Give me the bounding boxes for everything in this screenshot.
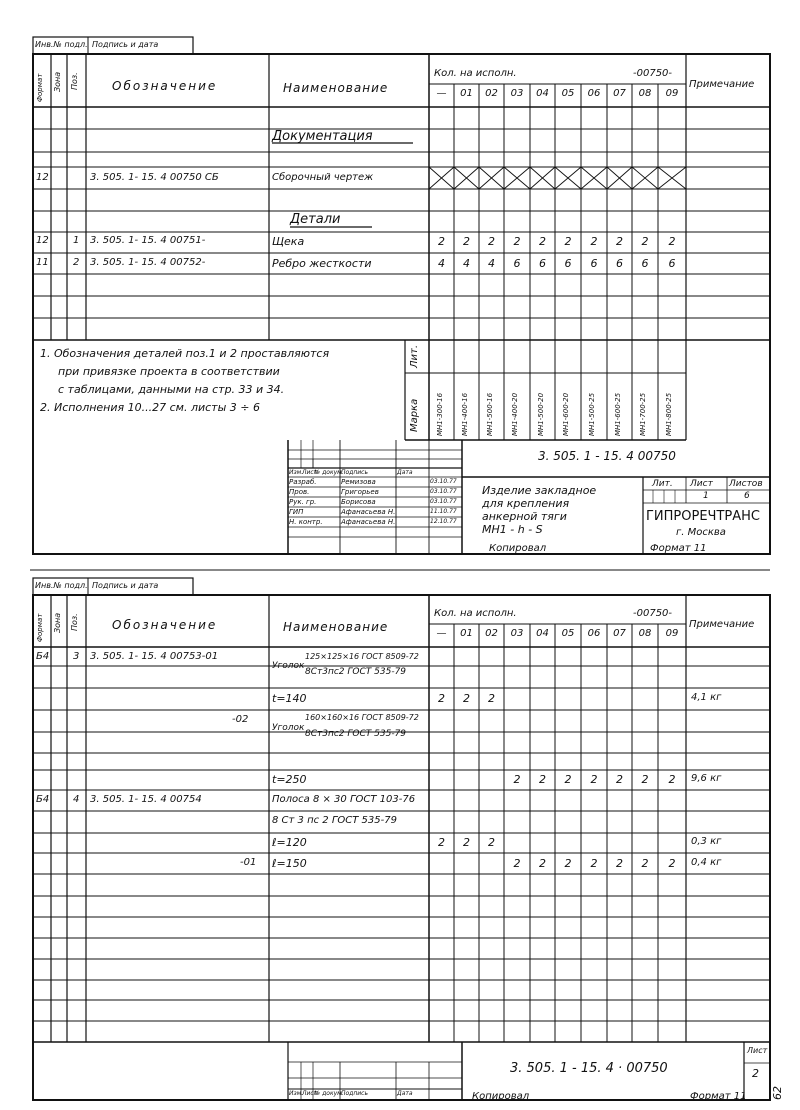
r1-pos: 3 xyxy=(73,651,80,662)
lit-label: Лит. xyxy=(409,344,420,368)
hdr-name-2: Наименование xyxy=(283,620,389,634)
part2-qty-3: 6 xyxy=(513,257,521,270)
r8-qty-9: 2 xyxy=(668,857,676,870)
r4-qty-8: 2 xyxy=(641,773,649,786)
title-code-1: 3. 505. 1 - 15. 4 00750 xyxy=(538,449,676,463)
r2-note: 4,1 кг xyxy=(691,692,722,703)
r8-qty-3: 2 xyxy=(513,857,521,870)
r2-qty-2: 2 xyxy=(488,692,495,705)
r3-designation: -02 xyxy=(232,714,249,725)
r4-qty-5: 2 xyxy=(564,773,572,786)
hdr-note: Примечание xyxy=(689,79,755,90)
mark-7: МН1-600-25 xyxy=(614,392,622,436)
exec-col-1: 01 xyxy=(460,628,473,639)
exec-col-2: 02 xyxy=(485,88,498,99)
note-line-3: с таблицами, данными на стр. 33 и 34. xyxy=(58,383,285,396)
hdr-note-2: Примечание xyxy=(689,619,755,630)
list-val: 1 xyxy=(703,491,709,501)
product-name-4: МН1 - h - S xyxy=(482,523,543,536)
lit-hdr: Лит. xyxy=(652,479,673,489)
mark-8: МН1-700-25 xyxy=(639,392,647,436)
hdr-pos: Поз. xyxy=(70,72,79,90)
part1-fmt: 12 xyxy=(36,235,49,246)
part1-name: Щека xyxy=(272,235,305,248)
mark-1: МН1-400-16 xyxy=(461,392,469,436)
mark-5: МН1-600-20 xyxy=(562,392,570,436)
exec-col-5: 05 xyxy=(561,88,575,99)
mark-4: МН1-500-20 xyxy=(537,392,545,436)
hdr-qty-2: Кол. на исполн. xyxy=(434,608,517,619)
r6-name: 8 Ст 3 пс 2 ГОСТ 535-79 xyxy=(272,815,397,826)
hdr-zone: Зона xyxy=(53,71,62,92)
r8-qty-4: 2 xyxy=(539,857,546,870)
lists-val: 6 xyxy=(744,491,750,501)
lists-hdr: Листов xyxy=(729,479,763,489)
mark-9: МН1-800-25 xyxy=(665,392,673,436)
sign-hdr-4: Дата xyxy=(397,469,413,476)
sign-date-1: 03.10.77 xyxy=(430,488,457,495)
sign-hdr-2: № докум. xyxy=(314,469,344,476)
exec-col-0: — xyxy=(436,88,447,99)
part2-name: Ребро жесткости xyxy=(272,257,372,270)
part1-qty-2: 2 xyxy=(488,235,495,248)
mark-6: МН1-500-25 xyxy=(588,392,596,436)
mark-2: МН1-500-16 xyxy=(486,392,494,436)
exec-col-4: 04 xyxy=(536,88,549,99)
exec-col-9: 09 xyxy=(665,628,679,639)
r5-fmt: Б4 xyxy=(36,794,50,805)
part1-qty-5: 2 xyxy=(564,235,572,248)
part1-qty-9: 2 xyxy=(668,235,676,248)
r8-qty-5: 2 xyxy=(564,857,572,870)
r1-name-b: 8Ст3пс2 ГОСТ 535-79 xyxy=(305,667,407,677)
part2-fmt: 11 xyxy=(36,257,49,268)
hdr-qty-code: -00750- xyxy=(633,68,673,79)
r4-qty-9: 2 xyxy=(668,773,676,786)
hdr-qty: Кол. на исполн. xyxy=(434,68,517,79)
sign-role-3: ГИП xyxy=(289,508,304,516)
format-label-1: Формат 11 xyxy=(650,543,707,554)
sign-role-2: Рук. гр. xyxy=(289,498,317,506)
part2-qty-9: 6 xyxy=(668,257,676,270)
r3-prefix: Уголок xyxy=(272,723,305,733)
section-docs: Документация xyxy=(272,129,373,144)
exec-col-6: 06 xyxy=(587,88,601,99)
mark-3: МН1-400-20 xyxy=(511,392,519,436)
city: г. Москва xyxy=(676,527,726,538)
exec-col-7: 07 xyxy=(613,88,626,99)
r4-qty-6: 2 xyxy=(590,773,598,786)
part2-qty-8: 6 xyxy=(641,257,649,270)
r4-name: t=250 xyxy=(272,773,307,786)
r7-qty-0: 2 xyxy=(438,836,445,849)
part2-qty-1: 4 xyxy=(463,257,470,270)
section-parts: Детали xyxy=(290,212,341,227)
product-name-3: анкерной тяги xyxy=(482,510,567,523)
doc-fmt: 12 xyxy=(36,172,49,183)
list-hdr-2: Лист xyxy=(747,1046,768,1055)
r8-qty-7: 2 xyxy=(616,857,623,870)
part2-qty-2: 4 xyxy=(488,257,495,270)
r4-note: 9,6 кг xyxy=(691,773,722,784)
part1-qty-8: 2 xyxy=(641,235,649,248)
exec-col-6: 06 xyxy=(587,628,601,639)
sign-date-2: 03.10.77 xyxy=(430,498,457,505)
r2-qty-0: 2 xyxy=(438,692,445,705)
inv-label-2: Инв.№ подл. xyxy=(35,581,88,590)
exec-col-1: 01 xyxy=(460,88,473,99)
r7-qty-1: 2 xyxy=(463,836,470,849)
r4-qty-7: 2 xyxy=(616,773,623,786)
r1-designation: 3. 505. 1- 15. 4 00753-01 xyxy=(90,651,219,662)
sign-name-1: Григорьев xyxy=(341,488,379,496)
org-name: ГИПРОРЕЧТРАНС xyxy=(646,509,760,524)
list-hdr: Лист xyxy=(690,479,713,489)
r8-qty-8: 2 xyxy=(641,857,649,870)
note-line-1: 1. Обозначения деталей поз.1 и 2 проставляются xyxy=(40,347,330,360)
exec-col-0: — xyxy=(436,628,447,639)
exec-col-4: 04 xyxy=(536,628,549,639)
part1-qty-0: 2 xyxy=(438,235,445,248)
sign-date-label: Подпись и дата xyxy=(92,40,159,49)
inv-label: Инв.№ подл. xyxy=(35,40,88,49)
r8-designation: -01 xyxy=(240,857,257,868)
hdr-name: Наименование xyxy=(283,81,389,95)
r8-note: 0,4 кг xyxy=(691,857,722,868)
hdr-pos-2: Поз. xyxy=(70,613,79,631)
sign-role-0: Разраб. xyxy=(289,478,317,486)
sign-date-0: 03.10.77 xyxy=(430,478,457,485)
copied-label-2: Копировал xyxy=(472,1091,530,1102)
r2-name: t=140 xyxy=(272,692,307,705)
note-line-2: при привязке проекта в соответствии xyxy=(58,365,280,378)
r8-qty-6: 2 xyxy=(590,857,598,870)
part2-designation: 3. 505. 1- 15. 4 00752- xyxy=(90,257,206,268)
sign-hdr-1: Лист xyxy=(302,469,318,476)
r5-designation: 3. 505. 1- 15. 4 00754 xyxy=(90,794,202,805)
hdr-zone-2: Зона xyxy=(53,612,62,633)
r7-note: 0,3 кг xyxy=(691,836,722,847)
part1-qty-3: 2 xyxy=(513,235,521,248)
note-line-4: 2. Исполнения 10...27 см. листы 3 ÷ 6 xyxy=(40,401,260,414)
sign-name-2: Борисова xyxy=(341,498,376,506)
exec-col-8: 08 xyxy=(638,628,652,639)
sign-name-3: Афанасьева Н. xyxy=(341,508,396,516)
part2-qty-5: 6 xyxy=(564,257,572,270)
r8-name: ℓ=150 xyxy=(272,857,307,870)
r7-qty-2: 2 xyxy=(488,836,495,849)
sign-name-4: Афанасьева Н. xyxy=(341,518,396,526)
r3-name-b: 8Ст3пс2 ГОСТ 535-79 xyxy=(305,729,407,739)
part2-qty-0: 4 xyxy=(438,257,445,270)
part1-pos: 1 xyxy=(73,235,80,246)
exec-col-3: 03 xyxy=(510,88,524,99)
sign-hdr-3: Подпись xyxy=(341,1090,368,1097)
doc-designation: 3. 505. 1- 15. 4 00750 СБ xyxy=(90,172,219,183)
r5-name: Полоса 8 × 30 ГОСТ 103-76 xyxy=(272,794,416,805)
doc-name: Сборочный чертеж xyxy=(272,172,374,183)
r1-prefix: Уголок xyxy=(272,661,305,671)
part1-qty-4: 2 xyxy=(539,235,546,248)
sign-date-4: 12.10.77 xyxy=(430,518,457,525)
sign-role-1: Пров. xyxy=(289,488,310,496)
sign-hdr-1: Лист xyxy=(302,1090,318,1097)
exec-col-2: 02 xyxy=(485,628,498,639)
sign-date-label-2: Подпись и дата xyxy=(92,581,159,590)
product-name-1: Изделие закладное xyxy=(482,484,597,497)
marka-label: Марка xyxy=(409,398,420,432)
r3-name-a: 160×160×16 ГОСТ 8509-72 xyxy=(305,713,419,722)
part1-qty-6: 2 xyxy=(590,235,598,248)
sign-date-3: 11.10.77 xyxy=(430,508,457,515)
part1-qty-7: 2 xyxy=(616,235,623,248)
sign-hdr-3: Подпись xyxy=(341,469,368,476)
hdr-designation: Обозначение xyxy=(112,79,218,93)
exec-col-8: 08 xyxy=(638,88,652,99)
part2-qty-4: 6 xyxy=(539,257,546,270)
mark-0: МН1-300-16 xyxy=(436,392,444,436)
part2-pos: 2 xyxy=(73,257,80,268)
sign-role-4: Н. контр. xyxy=(289,518,323,526)
page-number: 62 xyxy=(771,1086,784,1100)
hdr-format: Формат xyxy=(36,73,44,102)
title-code-2: 3. 505. 1 - 15. 4 · 00750 xyxy=(510,1061,668,1076)
part2-qty-6: 6 xyxy=(590,257,598,270)
list-val-2: 2 xyxy=(752,1067,759,1080)
exec-col-3: 03 xyxy=(510,628,524,639)
r2-qty-1: 2 xyxy=(463,692,470,705)
sign-name-0: Ремизова xyxy=(341,478,376,486)
r1-fmt: Б4 xyxy=(36,651,50,662)
exec-col-9: 09 xyxy=(665,88,679,99)
r4-qty-3: 2 xyxy=(513,773,521,786)
sign-hdr-0: Изм. xyxy=(289,1090,304,1097)
part1-designation: 3. 505. 1- 15. 4 00751- xyxy=(90,235,206,246)
r5-pos: 4 xyxy=(73,794,80,805)
r1-name-a: 125×125×16 ГОСТ 8509-72 xyxy=(305,652,419,661)
format-label-2: Формат 11 xyxy=(690,1091,747,1102)
copied-label-1: Копировал xyxy=(489,543,547,554)
sign-hdr-0: Изм. xyxy=(289,469,304,476)
hdr-qty-code-2: -00750- xyxy=(633,608,673,619)
sign-hdr-2: № докум. xyxy=(314,1090,344,1097)
r7-name: ℓ=120 xyxy=(272,836,307,849)
r4-qty-4: 2 xyxy=(539,773,546,786)
part1-qty-1: 2 xyxy=(463,235,470,248)
product-name-2: для крепления xyxy=(482,497,570,510)
part2-qty-7: 6 xyxy=(616,257,623,270)
exec-col-7: 07 xyxy=(613,628,626,639)
exec-col-5: 05 xyxy=(561,628,575,639)
hdr-designation-2: Обозначение xyxy=(112,618,218,632)
hdr-format-2: Формат xyxy=(36,613,44,642)
sign-hdr-4: Дата xyxy=(397,1090,413,1097)
